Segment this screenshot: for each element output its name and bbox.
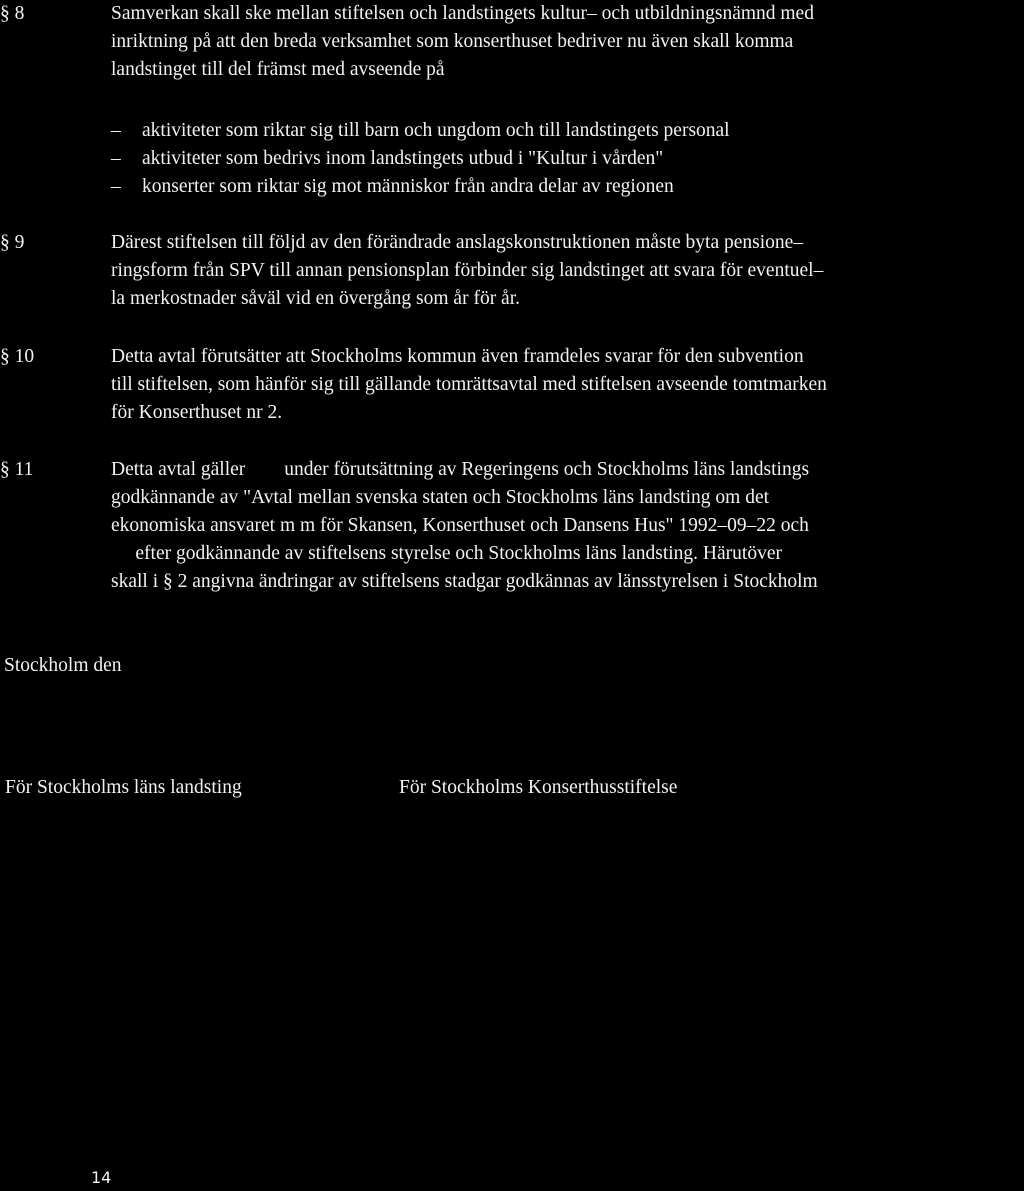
section-body	[111, 0, 814, 84]
paragraph-line: för Konserthuset nr 2.	[111, 402, 283, 423]
section-number: § 10	[0, 346, 35, 367]
paragraph-line: till stiftelsen, som hänför sig till gällande tomrättsavtal med stiftelsen avseende tomtmarken	[111, 374, 827, 395]
paragraph-line: landstinget till del främst med avseende på	[111, 59, 445, 80]
list-item	[111, 117, 730, 145]
section-body	[111, 456, 818, 596]
paragraph-line: godkännande av "Avtal mellan svenska staten och Stockholms läns landsting om det	[111, 487, 770, 508]
paragraph-line: ringsform från SPV till annan pensionsplan förbinder sig landstinget att svara för eventuel–	[111, 260, 824, 281]
paragraph-line: skall i § 2 angivna ändringar av stiftelsens stadgar godkännas av länsstyrelsen i Stockholm	[111, 571, 818, 592]
paragraph-line: ekonomiska ansvaret m m för Skansen, Konserthuset och Dansens Hus" 1992–09–22 och	[111, 515, 809, 536]
section-body	[111, 343, 827, 427]
list-item	[111, 145, 730, 173]
page-number: 14	[91, 1168, 112, 1187]
paragraph-line: Därest stiftelsen till följd av den förändrade anslagskonstruktionen måste byta pensione–	[111, 232, 804, 253]
list-item	[111, 173, 730, 201]
section-body	[111, 229, 823, 313]
dash-marker: –	[111, 120, 121, 141]
paragraph-line: la merkostnader såväl vid en övergång som år för år.	[111, 288, 521, 309]
paragraph-line: Detta avtal gäller under förutsättning av Regeringens och Stockholms läns landstings	[111, 459, 810, 480]
list-item-text: aktiviteter som bedrivs inom landstingets utbud i "Kultur i vården"	[142, 148, 664, 169]
section-number: § 11	[0, 459, 34, 480]
place-date: Stockholm den	[4, 655, 122, 676]
signature-left: För Stockholms läns landsting	[5, 777, 242, 798]
dash-marker: –	[111, 176, 121, 197]
bullet-list	[111, 117, 730, 201]
paragraph-line: Samverkan skall ske mellan stiftelsen och landstingets kultur– och utbildningsnämnd med	[111, 3, 814, 24]
section-number: § 9	[0, 232, 25, 253]
paragraph-line: inriktning på att den breda verksamhet som konserthuset bedriver nu även skall komma	[111, 31, 794, 52]
dash-marker: –	[111, 148, 121, 169]
list-item-text: aktiviteter som riktar sig till barn och ungdom och till landstingets personal	[142, 120, 730, 141]
signature-right: För Stockholms Konserthusstiftelse	[399, 777, 678, 798]
list-item-text: konserter som riktar sig mot människor från andra delar av regionen	[142, 176, 674, 197]
section-number: § 8	[0, 3, 25, 24]
paragraph-line: efter godkännande av stiftelsens styrelse och Stockholms läns landsting. Härutöver	[111, 543, 782, 564]
paragraph-line: Detta avtal förutsätter att Stockholms kommun även framdeles svarar för den subvention	[111, 346, 804, 367]
